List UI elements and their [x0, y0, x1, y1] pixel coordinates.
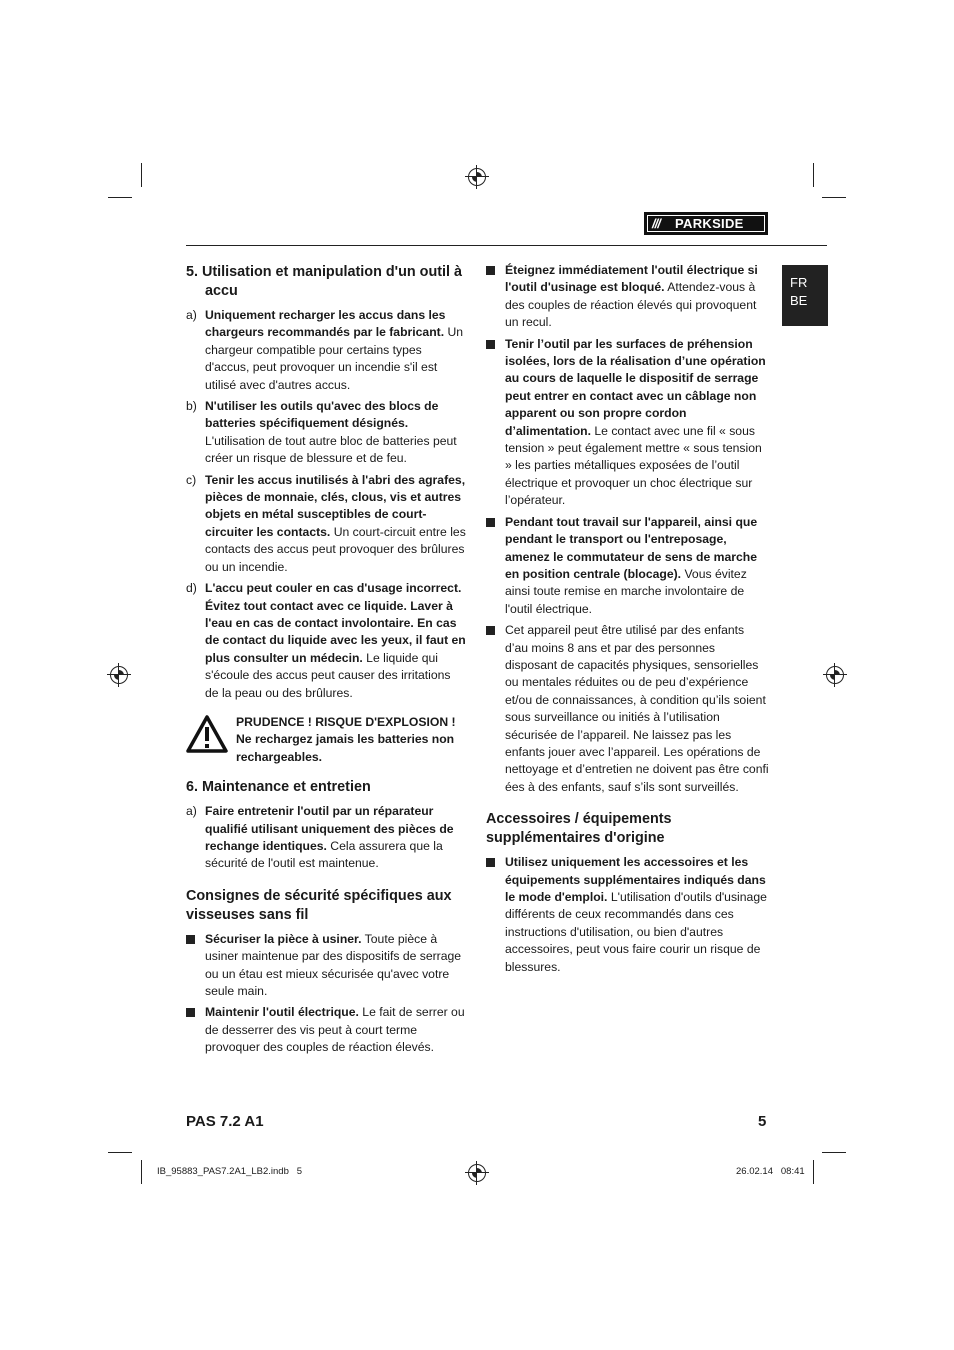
list-item: Cet appareil peut être utilisé par des enfants d’au moins 8 ans et par des personnes disposant de capacités physiques, sensorielles ou mentales réduites ou de peu d’expérience et/ou de connaissances, à condition qu’ils soient sous surveillance ou initiés à l’utilisation sécurisée de l’appareil. Ne laissez pas les enfants jouer avec l’appareil. Les opérations de nettoyage et d’entretien ne doivent pas être confi ées à des enfants, sauf s’ils sont surveillés.: [486, 622, 770, 796]
language-tab: [782, 265, 828, 326]
warning-text: PRUDENCE ! RISQUE D'EXPLOSION ! Ne rechargez jamais les batteries non rechargeables.: [236, 714, 456, 764]
header-rule: [186, 245, 827, 246]
language-fr: FR: [790, 275, 808, 290]
list-item: Sécuriser la pièce à usiner. Toute pièce à usiner maintenue par des dispositifs de serrage ou un étau est mieux sécurisée qu'avec votre seule main.: [186, 931, 466, 1001]
slug-file: IB_95883_PAS7.2A1_LB2.indb 5: [157, 1166, 303, 1177]
crop-mark: [141, 1160, 142, 1184]
list-item: b) N'utiliser les outils qu'avec des blocs de batteries spécifiquement désignés. L'utilisation de tout autre bloc de batteries peut créer un risque de blessure et de feu.: [186, 399, 457, 466]
section-5-title: 5. Utilisation et manipulation d'un outil à accu: [186, 264, 463, 299]
list-item: a) Faire entretenir l'outil par un réparateur qualifié utilisant uniquement des pièces de rechange identiques. Cela assurera que la sécurité de l'outil est maintenue.: [186, 804, 454, 871]
logo-slashes: ///: [652, 216, 660, 231]
explosion-warning: [186, 714, 466, 766]
parkside-logo: [644, 212, 768, 235]
list-item: Pendant tout travail sur l'appareil, ainsi que pendant le transport ou l'entreposage, amenez le commutateur de sens de marche en position centrale (blocage). Vous évitez ainsi toute remise en marche involontaire de l'outil électrique.: [486, 514, 770, 618]
crop-mark: [108, 1152, 132, 1153]
language-be: BE: [790, 293, 808, 308]
list-item: Utilisez uniquement les accessoires et les équipements supplémentaires indiqués dans le mode d'emploi. L'utilisation d'outils d'usinage différents de ceux recommandés dans ces instructions d'utilisation, ou bien d'autres accessoires, peut vous faire courir un risque de blessures.: [486, 854, 770, 976]
bullet-square-icon: [486, 518, 495, 527]
accessories-title: Accessoires / équipements supplémentaires d'origine: [486, 811, 672, 847]
section-screwdriver-title: Consignes de sécurité spécifiques aux visseuses sans fil: [186, 887, 452, 923]
crop-mark: [141, 163, 142, 187]
crop-mark: [822, 197, 846, 198]
right-column: [486, 262, 770, 980]
warning-triangle-icon: [186, 715, 228, 753]
registration-mark-icon: [468, 168, 486, 186]
bullet-square-icon: [186, 935, 195, 944]
list-item: c) Tenir les accus inutilisés à l'abri des agrafes, pièces de monnaie, clés, clous, vis et autres objets en métal susceptibles de court-circuiter les contacts. Un court-circuit entre les contacts des accus peut provoquer des brûlures ou un incendie.: [186, 472, 466, 574]
list-item: a) Uniquement recharger les accus dans les chargeurs recommandés par le fabricant. Un chargeur compatible pour certains types d'accus, peut provoquer un incendie s'il est utilisé avec d'autres accus.: [186, 308, 464, 392]
bullet-square-icon: [486, 858, 495, 867]
page-number: 5: [758, 1113, 767, 1130]
left-column: [186, 262, 466, 1061]
list-item: Tenir l’outil par les surfaces de préhension isolées, lors de la réalisation d’une opération au cours de laquelle le dispositif de serrage peut entrer en contact avec un câblage non apparent ou son propre cordon d’alimentation. Le contact avec une fil « sous tension » peut également mettre « sous tension » les parties métalliques exposées de l’outil électrique et provoquer un choc électrique sur l’opérateur.: [486, 336, 770, 510]
slug-date: 26.02.14 08:41: [736, 1166, 805, 1177]
bullet-square-icon: [186, 1008, 195, 1017]
model-number: PAS 7.2 A1: [186, 1113, 264, 1130]
bullet-square-icon: [486, 626, 495, 635]
crop-mark: [813, 163, 814, 187]
logo-text: PARKSIDE: [675, 216, 744, 231]
bullet-square-icon: [486, 340, 495, 349]
crop-mark: [813, 1160, 814, 1184]
list-item: Maintenir l'outil électrique. Le fait de serrer ou de desserrer des vis peut à court terme provoquer des couples de réaction élevés.: [186, 1004, 466, 1056]
list-item: Éteignez immédiatement l'outil électrique si l'outil d'usinage est bloqué. Attendez-vous à des couples de réaction élevés qui provoquent un recul.: [486, 262, 770, 332]
registration-mark-icon: [110, 666, 128, 684]
registration-mark-icon: [826, 666, 844, 684]
registration-mark-icon: [468, 1164, 486, 1182]
list-item: d) L'accu peut couler en cas d'usage incorrect. Évitez tout contact avec ce liquide. Laver à l'eau en cas de contact involontaire. En cas de contact du liquide avec les yeux, il faut en plus consulter un médecin. Le liquide qui s'écoule des accus peut causer des irritations de la peau ou des brûlures.: [186, 581, 466, 700]
crop-mark: [822, 1152, 846, 1153]
section-6-title: 6. Maintenance et entretien: [186, 779, 371, 796]
bullet-square-icon: [486, 266, 495, 275]
crop-mark: [108, 197, 132, 198]
